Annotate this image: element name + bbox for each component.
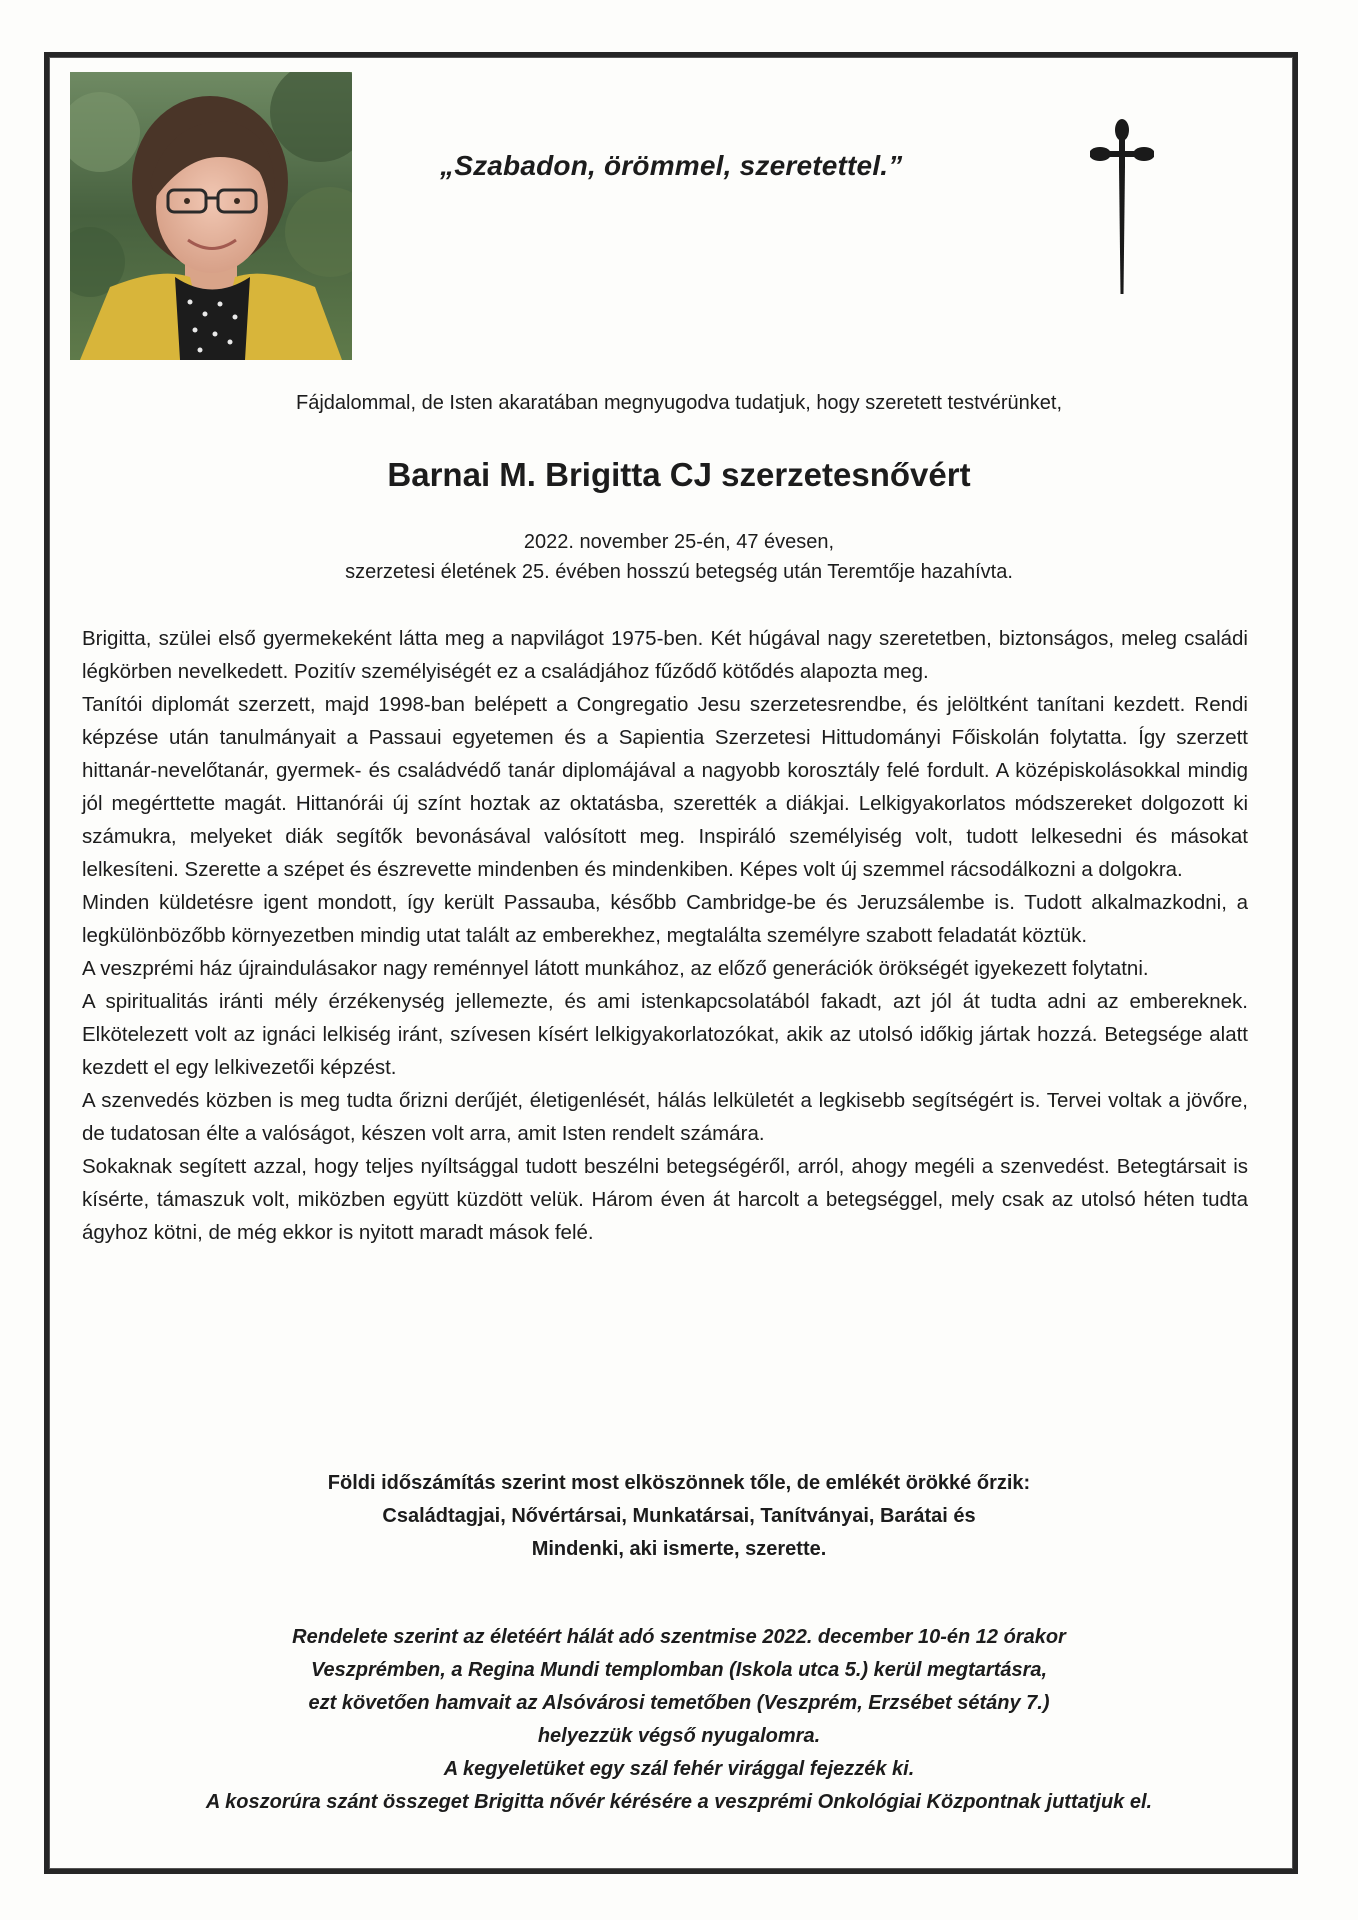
biography-paragraph: A veszprémi ház újraindulásakor nagy reménnyel látott munkához, az előző generációk örökségét igyekezett folytatni. <box>82 957 1149 980</box>
death-notice <box>60 527 1298 587</box>
service-block <box>60 1621 1298 1819</box>
portrait-photo <box>70 72 352 360</box>
service-line: helyezzük végső nyugalomra. <box>537 1725 821 1747</box>
farewell-line: Földi időszámítás szerint most elköszönnek tőle, de emlékét örökké őrzik: <box>327 1472 1031 1494</box>
service-line: A kegyeletüket egy szál fehér virággal fejezzék ki. <box>443 1758 915 1780</box>
biography <box>82 622 1248 1249</box>
biography-paragraph: Minden küldetésre igent mondott, így került Passauba, később Cambridge-be és Jeruzsálembe is. Tudott alkalmazkodni, a legkülönbözőbb környezetben mindig utat talált az emberekhez, megtalálta személyre szabott feladatát köztük. <box>82 891 1248 947</box>
deceased-name: Barnai M. Brigitta CJ szerzetesnővért <box>387 456 971 493</box>
biography-paragraph: Sokaknak segített azzal, hogy teljes nyíltsággal tudott beszélni betegségéről, arról, ahogy megéli a szenvedést. Betegtársait is kísérte, támaszuk volt, miközben együtt küzdött velük. Három éven át harcolt a betegséggel, mely csak az utolsó héten tudta ágyhoz kötni, de még ekkor is nyitott maradt mások felé. <box>82 1155 1248 1244</box>
service-line: A koszorúra szánt összeget Brigitta nővér kérésére a veszprémi Onkológiai Központnak juttatjuk el. <box>205 1791 1153 1813</box>
farewell-block <box>60 1467 1298 1566</box>
biography-paragraph: Brigitta, szülei első gyermekeként látta meg a napvilágot 1975-ben. Két húgával nagy szeretetben, biztonságos, meleg családi légkörben nevelkedett. Pozitív személyiségét ez a családjához fűződő kötődés alapozta meg. <box>82 627 1248 683</box>
mourners-line: Családtagjai, Nővértársai, Munkatársai, Tanítványai, Barátai és <box>382 1505 976 1527</box>
biography-paragraph: A spiritualitás iránti mély érzékenység jellemezte, és ami istenkapcsolatából fakadt, azt jól át tudta adni az embereknek. Elkötelezett volt az ignáci lelkiség iránt, szívesen kísért lelkigyakorlatozókat, akik az utolsó időkig jártak hozzá. Betegsége alatt kezdett el egy lelkivezetői képzést. <box>82 990 1248 1079</box>
intro-text: Fájdalommal, de Isten akaratában megnyugodva tudatjuk, hogy szeretett testvérünket, <box>296 392 1062 414</box>
biography-paragraph: A szenvedés közben is meg tudta őrizni derűjét, életigenlését, hálás lelkületét a legkisebb segítségért is. Tervei voltak a jövőre, de tudatosan élte a valóságot, készen volt arra, amit Isten rendelt számára. <box>82 1089 1248 1145</box>
service-line: Rendelete szerint az életéért hálát adó szentmise 2022. december 10-én 12 órakor <box>292 1626 1066 1648</box>
service-line: ezt követően hamvait az Alsóvárosi temetőben (Veszprém, Erzsébet sétány 7.) <box>308 1692 1050 1714</box>
death-date-line: 2022. november 25-én, 47 évesen, <box>523 531 835 553</box>
mourners-line: Mindenki, aki ismerte, szerette. <box>531 1538 827 1560</box>
biography-paragraph: Tanítói diplomát szerzett, majd 1998-ban belépett a Congregatio Jesu szerzetesrendbe, és jelöltként tanítani kezdett. Rendi képzése után tanulmányait a Passaui egyetemen és a Sapientia Szerzetesi Hittudományi Főiskolán folytatta. Így szerzett hittanár-nevelőtanár, gyermek- és családvédő tanár diplomájával a nagyobb korosztály felé fordult. A középiskolásokkal mindig jól megérttette magát. Hittanórái új színt hoztak az oktatásba, szerették a diákjai. Lelkigyakorlatos módszereket dolgozott ki számukra, melyeket diák segítők bevonásával valósított meg. Inspiráló személyiség volt, tudott lelkesedni és másokat lelkesíteni. Szerette a szépet és észrevette mindenben és mindenkiben. Képes volt új szemmel rácsodálkozni a dolgokra. <box>82 693 1248 881</box>
service-line: Veszprémben, a Regina Mundi templomban (Iskola utca 5.) kerül megtartásra, <box>310 1659 1048 1681</box>
cross-icon <box>1090 118 1154 294</box>
motto-quote: „Szabadon, örömmel, szeretettel.” <box>440 150 903 181</box>
death-details-line: szerzetesi életének 25. évében hosszú betegség után Teremtője hazahívta. <box>345 561 1013 583</box>
